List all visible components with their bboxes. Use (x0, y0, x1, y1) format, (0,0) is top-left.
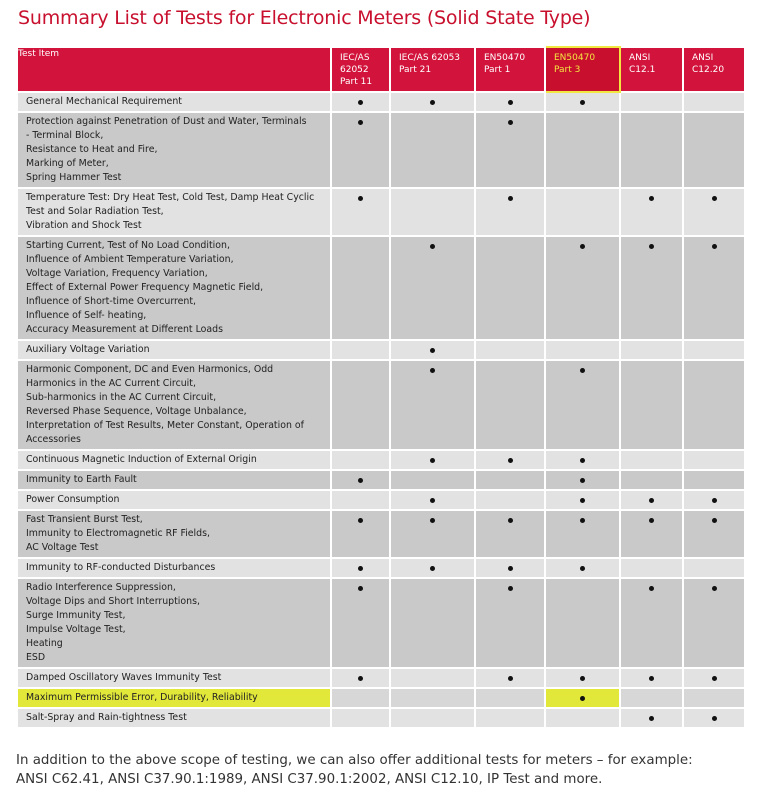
tests-table (16, 46, 746, 729)
header-col-label-line: ANSI (629, 53, 651, 63)
applicability-cell (331, 340, 390, 360)
bullet-icon (580, 498, 585, 503)
applicability-cell (545, 578, 620, 668)
applicability-cell (620, 490, 683, 510)
applicability-cell (390, 558, 475, 578)
bullet-icon (580, 100, 585, 105)
header-col-label-line: Part 11 (340, 77, 373, 87)
header-test-item: Test Item (17, 47, 331, 92)
applicability-cell (620, 470, 683, 490)
table-row (17, 236, 745, 340)
applicability-cell (683, 558, 745, 578)
applicability-cell (620, 558, 683, 578)
applicability-cell (390, 188, 475, 236)
applicability-cell (683, 668, 745, 688)
applicability-cell (545, 92, 620, 112)
applicability-cell (390, 708, 475, 728)
test-item-cell (17, 490, 331, 510)
test-item-line: Influence of Short-time Overcurrent, (26, 296, 197, 307)
bullet-icon (358, 120, 363, 125)
test-item-cell (17, 340, 331, 360)
test-item-cell (17, 470, 331, 490)
header-col-label-line: ANSI (692, 53, 714, 63)
bullet-icon (358, 196, 363, 201)
bullet-icon (430, 566, 435, 571)
applicability-cell (475, 510, 545, 558)
table-row (17, 360, 745, 450)
applicability-cell (683, 490, 745, 510)
applicability-cell (620, 188, 683, 236)
bullet-icon (649, 498, 654, 503)
footer-line: ANSI C62.41, ANSI C37.90.1:1989, ANSI C37.90.1:2002, ANSI C12.10, IP Test and more. (16, 772, 603, 787)
applicability-cell (331, 236, 390, 340)
applicability-cell (620, 510, 683, 558)
applicability-cell (331, 708, 390, 728)
bullet-icon (712, 716, 717, 721)
bullet-icon (508, 196, 513, 201)
test-item-line: - Terminal Block, (26, 130, 104, 141)
applicability-cell (545, 490, 620, 510)
applicability-cell (390, 360, 475, 450)
test-item-line: AC Voltage Test (26, 542, 99, 553)
test-item-line: Surge Immunity Test, (26, 610, 126, 621)
applicability-cell (683, 236, 745, 340)
bullet-icon (580, 696, 585, 701)
bullet-icon (508, 518, 513, 523)
bullet-icon (508, 458, 513, 463)
test-item-cell (17, 510, 331, 558)
footer-line: In addition to the above scope of testing, we can also offer additional tests for meters – for example: (16, 753, 693, 768)
header-col-label-line: 62052 (340, 65, 369, 75)
bullet-icon (508, 100, 513, 105)
page-title: Summary List of Tests for Electronic Meters (Solid State Type) (18, 7, 591, 29)
table-row (17, 558, 745, 578)
test-item-line: Temperature Test: Dry Heat Test, Cold Test, Damp Heat Cyclic (26, 192, 315, 203)
bullet-icon (358, 566, 363, 571)
header-col-standard (475, 47, 545, 92)
test-item-cell (17, 688, 331, 708)
test-item-line: Accuracy Measurement at Different Loads (26, 324, 223, 335)
bullet-icon (649, 586, 654, 591)
test-item-line: Damped Oscillatory Waves Immunity Test (26, 672, 222, 683)
header-col-standard (545, 47, 620, 92)
test-item-line: Immunity to RF-conducted Disturbances (26, 562, 216, 573)
test-item-line: Immunity to Earth Fault (26, 474, 137, 485)
applicability-cell (390, 510, 475, 558)
bullet-icon (580, 478, 585, 483)
bullet-icon (430, 368, 435, 373)
test-item-line: Effect of External Power Frequency Magnetic Field, (26, 282, 264, 293)
test-item-line: Sub-harmonics in the AC Current Circuit, (26, 392, 217, 403)
bullet-icon (580, 676, 585, 681)
table-row (17, 708, 745, 728)
applicability-cell (331, 112, 390, 188)
bullet-icon (580, 566, 585, 571)
test-item-line: Impulse Voltage Test, (26, 624, 126, 635)
applicability-cell (475, 92, 545, 112)
applicability-cell (331, 470, 390, 490)
test-item-cell (17, 578, 331, 668)
applicability-cell (475, 578, 545, 668)
bullet-icon (712, 518, 717, 523)
applicability-cell (390, 340, 475, 360)
bullet-icon (430, 518, 435, 523)
applicability-cell (545, 558, 620, 578)
applicability-cell (331, 450, 390, 470)
applicability-cell (475, 708, 545, 728)
bullet-icon (508, 676, 513, 681)
table-row (17, 92, 745, 112)
applicability-cell (683, 578, 745, 668)
applicability-cell (683, 92, 745, 112)
test-item-line: Voltage Variation, Frequency Variation, (26, 268, 208, 279)
applicability-cell (620, 236, 683, 340)
table-row (17, 470, 745, 490)
test-item-line: Influence of Ambient Temperature Variation, (26, 254, 234, 265)
applicability-cell (683, 340, 745, 360)
bullet-icon (649, 196, 654, 201)
applicability-cell (620, 112, 683, 188)
applicability-cell (683, 450, 745, 470)
applicability-cell (683, 360, 745, 450)
table-row (17, 450, 745, 470)
test-item-line: Test and Solar Radiation Test, (26, 206, 164, 217)
test-item-line: ESD (26, 652, 46, 663)
applicability-cell (331, 490, 390, 510)
applicability-cell (683, 688, 745, 708)
header-col-label-line: IEC/AS (340, 53, 370, 63)
applicability-cell (390, 688, 475, 708)
applicability-cell (331, 510, 390, 558)
bullet-icon (712, 586, 717, 591)
applicability-cell (331, 578, 390, 668)
table-row (17, 510, 745, 558)
test-item-cell (17, 188, 331, 236)
header-col-label-line: Part 1 (484, 65, 511, 75)
test-item-line: Heating (26, 638, 63, 649)
table-row (17, 578, 745, 668)
applicability-cell (390, 490, 475, 510)
test-item-line: Vibration and Shock Test (26, 220, 142, 231)
test-item-line: Starting Current, Test of No Load Condition, (26, 240, 230, 251)
applicability-cell (331, 558, 390, 578)
applicability-cell (331, 668, 390, 688)
applicability-cell (331, 188, 390, 236)
bullet-icon (430, 100, 435, 105)
bullet-icon (508, 586, 513, 591)
footer-note (16, 751, 752, 789)
applicability-cell (390, 236, 475, 340)
bullet-icon (649, 244, 654, 249)
applicability-cell (620, 708, 683, 728)
header-col-standard (390, 47, 475, 92)
applicability-cell (545, 340, 620, 360)
bullet-icon (580, 458, 585, 463)
applicability-cell (475, 668, 545, 688)
bullet-icon (358, 518, 363, 523)
test-item-cell (17, 360, 331, 450)
bullet-icon (508, 566, 513, 571)
applicability-cell (545, 450, 620, 470)
applicability-cell (331, 92, 390, 112)
applicability-cell (620, 360, 683, 450)
applicability-cell (545, 688, 620, 708)
applicability-cell (545, 236, 620, 340)
test-item-line: General Mechanical Requirement (26, 96, 182, 107)
bullet-icon (430, 458, 435, 463)
test-item-line: Influence of Self- heating, (26, 310, 147, 321)
bullet-icon (712, 244, 717, 249)
bullet-icon (430, 244, 435, 249)
applicability-cell (390, 668, 475, 688)
table-row (17, 112, 745, 188)
applicability-cell (475, 688, 545, 708)
bullet-icon (649, 676, 654, 681)
applicability-cell (683, 510, 745, 558)
applicability-cell (475, 558, 545, 578)
test-item-line: Voltage Dips and Short Interruptions, (26, 596, 200, 607)
test-item-line: Spring Hammer Test (26, 172, 122, 183)
applicability-cell (390, 112, 475, 188)
header-col-standard (620, 47, 683, 92)
test-item-cell (17, 92, 331, 112)
bullet-icon (580, 244, 585, 249)
table-row (17, 668, 745, 688)
header-col-standard (683, 47, 745, 92)
header-col-standard (331, 47, 390, 92)
bullet-icon (430, 348, 435, 353)
applicability-cell (475, 340, 545, 360)
header-col-label-line: C12.20 (692, 65, 725, 75)
test-item-line: Protection against Penetration of Dust and Water, Terminals (26, 116, 307, 127)
bullet-icon (649, 518, 654, 523)
applicability-cell (545, 708, 620, 728)
bullet-icon (358, 100, 363, 105)
applicability-cell (390, 578, 475, 668)
test-item-line: Radio Interference Suppression, (26, 582, 176, 593)
test-item-line: Accessories (26, 434, 81, 445)
test-item-cell (17, 450, 331, 470)
test-item-line: Immunity to Electromagnetic RF Fields, (26, 528, 210, 539)
applicability-cell (331, 360, 390, 450)
applicability-cell (620, 688, 683, 708)
applicability-cell (620, 668, 683, 688)
bullet-icon (712, 498, 717, 503)
table-row (17, 188, 745, 236)
test-item-line: Continuous Magnetic Induction of External Origin (26, 454, 257, 465)
applicability-cell (475, 490, 545, 510)
test-item-line: Maximum Permissible Error, Durability, Reliability (26, 692, 258, 703)
applicability-cell (620, 340, 683, 360)
applicability-cell (545, 470, 620, 490)
applicability-cell (545, 360, 620, 450)
applicability-cell (475, 112, 545, 188)
header-col-label-line: Part 21 (399, 65, 432, 75)
test-item-cell (17, 558, 331, 578)
applicability-cell (390, 450, 475, 470)
test-item-cell (17, 668, 331, 688)
bullet-icon (358, 478, 363, 483)
bullet-icon (358, 676, 363, 681)
applicability-cell (475, 450, 545, 470)
applicability-cell (475, 236, 545, 340)
bullet-icon (358, 586, 363, 591)
bullet-icon (712, 676, 717, 681)
bullet-icon (508, 120, 513, 125)
test-item-cell (17, 112, 331, 188)
table-row (17, 490, 745, 510)
applicability-cell (683, 112, 745, 188)
test-item-line: Interpretation of Test Results, Meter Constant, Operation of (26, 420, 304, 431)
applicability-cell (475, 470, 545, 490)
test-item-cell (17, 236, 331, 340)
table-row (17, 340, 745, 360)
test-item-line: Harmonic Component, DC and Even Harmonics, Odd (26, 364, 274, 375)
applicability-cell (545, 112, 620, 188)
applicability-cell (683, 470, 745, 490)
header-row (17, 47, 745, 92)
bullet-icon (649, 716, 654, 721)
header-col-label-line: EN50470 (484, 53, 526, 63)
test-item-line: Marking of Meter, (26, 158, 109, 169)
bullet-icon (430, 498, 435, 503)
applicability-cell (475, 188, 545, 236)
test-item-line: Reversed Phase Sequence, Voltage Unbalance, (26, 406, 247, 417)
applicability-cell (545, 668, 620, 688)
table-body (17, 92, 745, 728)
bullet-icon (580, 518, 585, 523)
applicability-cell (620, 92, 683, 112)
applicability-cell (683, 188, 745, 236)
header-col-label-line: IEC/AS 62053 (399, 53, 461, 63)
applicability-cell (390, 470, 475, 490)
test-item-line: Harmonics in the AC Current Circuit, (26, 378, 196, 389)
header-col-label-line: Part 3 (554, 65, 581, 75)
table-row (17, 688, 745, 708)
applicability-cell (620, 450, 683, 470)
header-col-label-line: C12.1 (629, 65, 656, 75)
test-item-line: Resistance to Heat and Fire, (26, 144, 158, 155)
applicability-cell (390, 92, 475, 112)
bullet-icon (712, 196, 717, 201)
applicability-cell (475, 360, 545, 450)
applicability-cell (331, 688, 390, 708)
test-item-line: Fast Transient Burst Test, (26, 514, 143, 525)
applicability-cell (683, 708, 745, 728)
test-item-line: Salt-Spray and Rain-tightness Test (26, 712, 187, 723)
applicability-cell (545, 188, 620, 236)
test-item-line: Auxiliary Voltage Variation (26, 344, 150, 355)
header-col-label-line: EN50470 (554, 53, 596, 63)
test-item-line: Power Consumption (26, 494, 120, 505)
test-item-cell (17, 708, 331, 728)
applicability-cell (545, 510, 620, 558)
bullet-icon (580, 368, 585, 373)
applicability-cell (620, 578, 683, 668)
